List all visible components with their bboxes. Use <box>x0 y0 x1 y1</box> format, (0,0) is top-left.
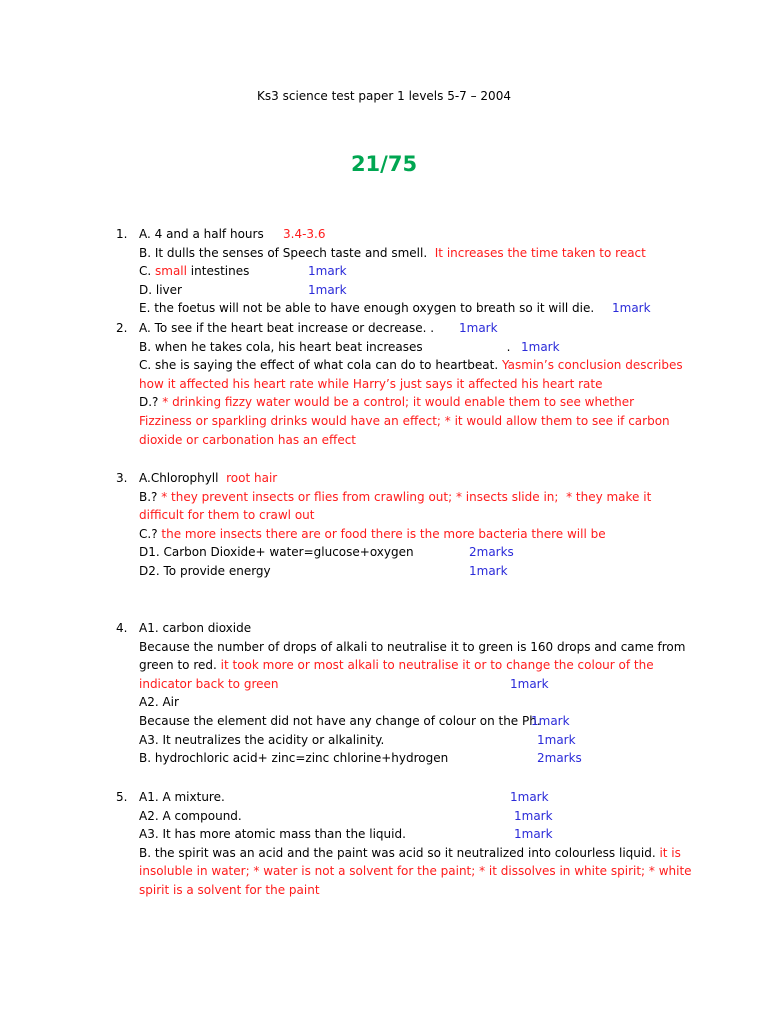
answer-text <box>139 656 654 675</box>
student-answer-text: A2. A compound. <box>139 808 242 823</box>
model-answer-text: Fizziness or sparkling drinks would have an effect; * it would allow them to see if carbon <box>139 413 670 428</box>
student-answer-text: A3. It has more atomic mass than the liquid. <box>139 827 406 842</box>
student-answer-text: A. To see if the heart beat increase or decrease. . <box>139 321 435 335</box>
answer-line <box>0 412 768 431</box>
mark-label: 1mark <box>308 282 347 297</box>
student-answer-text: C. she is saying the effect of what cola can do to heartbeat. <box>139 358 502 373</box>
model-answer-text: root hair <box>226 471 278 485</box>
answer-text <box>139 469 277 488</box>
mark-label: 1mark <box>308 264 347 279</box>
student-answer-text: D. liver <box>139 282 182 297</box>
student-answer-text: A1. A mixture. <box>139 790 225 804</box>
student-answer-text: intestines <box>186 264 250 279</box>
mark-label: 1mark <box>521 339 560 354</box>
student-answer-text: A2. Air <box>139 695 179 710</box>
mark-label: 1mark <box>459 321 498 335</box>
question-number: 5. <box>116 790 128 804</box>
answer-line <box>0 862 768 881</box>
model-answer-text: Yasmin’s conclusion describes <box>502 358 683 373</box>
question-5 <box>0 788 768 900</box>
answer-text <box>139 619 251 638</box>
model-answer-text: it is <box>659 845 681 860</box>
answer-text <box>139 262 249 281</box>
student-answer-text: A3. It neutralizes the acidity or alkalinity. <box>139 732 385 747</box>
mark-label: 1mark <box>469 563 508 578</box>
answer-text <box>139 393 634 412</box>
model-answer-text: It increases the time taken to react <box>434 245 646 260</box>
question-number: 4. <box>116 621 128 635</box>
student-answer-text: D2. To provide energy <box>139 563 271 578</box>
question-number: 2. <box>116 321 128 335</box>
document-title: Ks3 science test paper 1 levels 5-7 – 2004 <box>257 89 511 103</box>
model-answer-text: spirit is a solvent for the paint <box>139 882 320 897</box>
answer-line <box>0 299 768 318</box>
answer-line <box>0 844 768 863</box>
mark-label: 1mark <box>514 808 553 823</box>
answer-line <box>0 693 768 712</box>
answer-line <box>0 807 768 826</box>
answer-text <box>139 431 356 450</box>
student-answer-text: D.? <box>139 395 163 410</box>
answer-line <box>0 262 768 281</box>
student-answer-text: Because the element did not have any change of colour on the Ph. <box>139 713 541 728</box>
answer-line <box>0 525 768 544</box>
answer-line <box>0 656 768 675</box>
answer-text <box>139 225 264 244</box>
answer-text <box>139 543 414 562</box>
answer-line <box>0 375 768 394</box>
answer-line <box>0 393 768 412</box>
answer-line <box>0 712 768 731</box>
answer-text <box>139 731 384 750</box>
answer-line <box>0 244 768 263</box>
answer-text <box>139 881 320 900</box>
student-answer-text: A. 4 and a half hours <box>139 227 264 241</box>
student-answer-text: E. the foetus will not be able to have enough oxygen to breath so it will die. <box>139 301 595 316</box>
answer-text <box>139 412 670 431</box>
model-answer-text: insoluble in water; * water is not a solvent for the paint; * it dissolves in white spirit; * white <box>139 864 692 879</box>
answer-line <box>0 469 768 488</box>
answer-text <box>139 299 594 318</box>
answer-line <box>0 319 768 338</box>
student-answer-text: A1. carbon dioxide <box>139 621 252 635</box>
question-1 <box>0 225 768 318</box>
answer-text <box>139 506 314 525</box>
answer-text <box>139 844 681 863</box>
student-answer-text: C.? <box>139 526 162 541</box>
question-number: 1. <box>116 227 128 241</box>
model-answer-text: dioxide or carbonation has an effect <box>139 432 357 447</box>
answer-text <box>139 807 242 826</box>
mark-label: 1mark <box>612 301 651 316</box>
answer-text <box>139 562 271 581</box>
answer-text <box>139 712 541 731</box>
mark-label: 1mark <box>514 827 553 842</box>
answer-text <box>139 638 685 657</box>
mark-label: 1mark <box>531 713 570 728</box>
answer-text <box>139 788 225 807</box>
answer-line <box>0 431 768 450</box>
answer-text <box>139 525 606 544</box>
question-2 <box>0 319 768 449</box>
model-answer-text: it took more or most alkali to neutralise it or to change the colour of the <box>220 658 654 673</box>
answer-line <box>0 543 768 562</box>
model-answer-text: difficult for them to crawl out <box>139 508 315 523</box>
student-answer-text: C. <box>139 264 156 279</box>
student-answer-text: B. hydrochloric acid+ zinc=zinc chlorine+hydrogen <box>139 751 449 766</box>
model-answer-text: small <box>155 264 187 279</box>
answer-text <box>139 825 406 844</box>
answer-line <box>0 488 768 507</box>
answer-text <box>139 693 179 712</box>
answer-line <box>0 225 768 244</box>
model-answer-text: * they prevent insects or flies from crawling out; * insects slide in; * they make it <box>161 489 652 504</box>
total-score: 21/75 <box>350 152 418 176</box>
answer-text <box>139 375 602 394</box>
model-answer-text: * drinking fizzy water would be a control; it would enable them to see whether <box>162 395 635 410</box>
answer-line <box>0 356 768 375</box>
answer-line <box>0 825 768 844</box>
model-answer-text: indicator back to green <box>139 676 279 691</box>
question-4 <box>0 619 768 768</box>
answer-text <box>139 319 434 338</box>
question-number: 3. <box>116 471 128 485</box>
answer-line <box>0 506 768 525</box>
mark-label: 1mark <box>510 790 549 804</box>
answer-text <box>139 749 448 768</box>
student-answer-text: D1. Carbon Dioxide+ water=glucose+oxygen <box>139 545 414 560</box>
answer-line <box>0 619 768 638</box>
answer-line <box>0 638 768 657</box>
student-answer-text: A.Chlorophyll <box>139 471 227 485</box>
answer-text <box>139 244 646 263</box>
answer-line <box>0 749 768 768</box>
answer-text <box>139 281 182 300</box>
mark-label: 1mark <box>537 732 576 747</box>
student-answer-text: B. when he takes cola, his heart beat increases . <box>139 339 511 354</box>
student-answer-text: B. It dulls the senses of Speech taste and smell. <box>139 245 435 260</box>
answer-line <box>0 562 768 581</box>
answer-text <box>139 338 510 357</box>
answer-text <box>139 675 279 694</box>
answer-line <box>0 731 768 750</box>
answer-line <box>0 338 768 357</box>
answer-text <box>139 488 651 507</box>
mark-label: 2marks <box>537 751 582 766</box>
student-answer-text: B. the spirit was an acid and the paint was acid so it neutralized into colourless liquid. <box>139 845 660 860</box>
mark-label: 1mark <box>510 676 549 691</box>
answer-line <box>0 788 768 807</box>
student-answer-text: green to red. <box>139 658 221 673</box>
student-answer-text: B.? <box>139 489 162 504</box>
model-answer-text: the more insects there are or food there is the more bacteria there will be <box>161 526 606 541</box>
answer-line <box>0 881 768 900</box>
model-answer-text: how it affected his heart rate while Harry’s just says it affected his heart rate <box>139 376 603 391</box>
answer-line <box>0 675 768 694</box>
mark-label: 2marks <box>469 545 514 560</box>
answer-line <box>0 281 768 300</box>
answer-text <box>139 862 692 881</box>
answer-text <box>139 356 683 375</box>
student-answer-text: Because the number of drops of alkali to neutralise it to green is 160 drops and came from <box>139 639 686 654</box>
mark-label: 3.4-3.6 <box>283 227 326 241</box>
question-3 <box>0 469 768 581</box>
